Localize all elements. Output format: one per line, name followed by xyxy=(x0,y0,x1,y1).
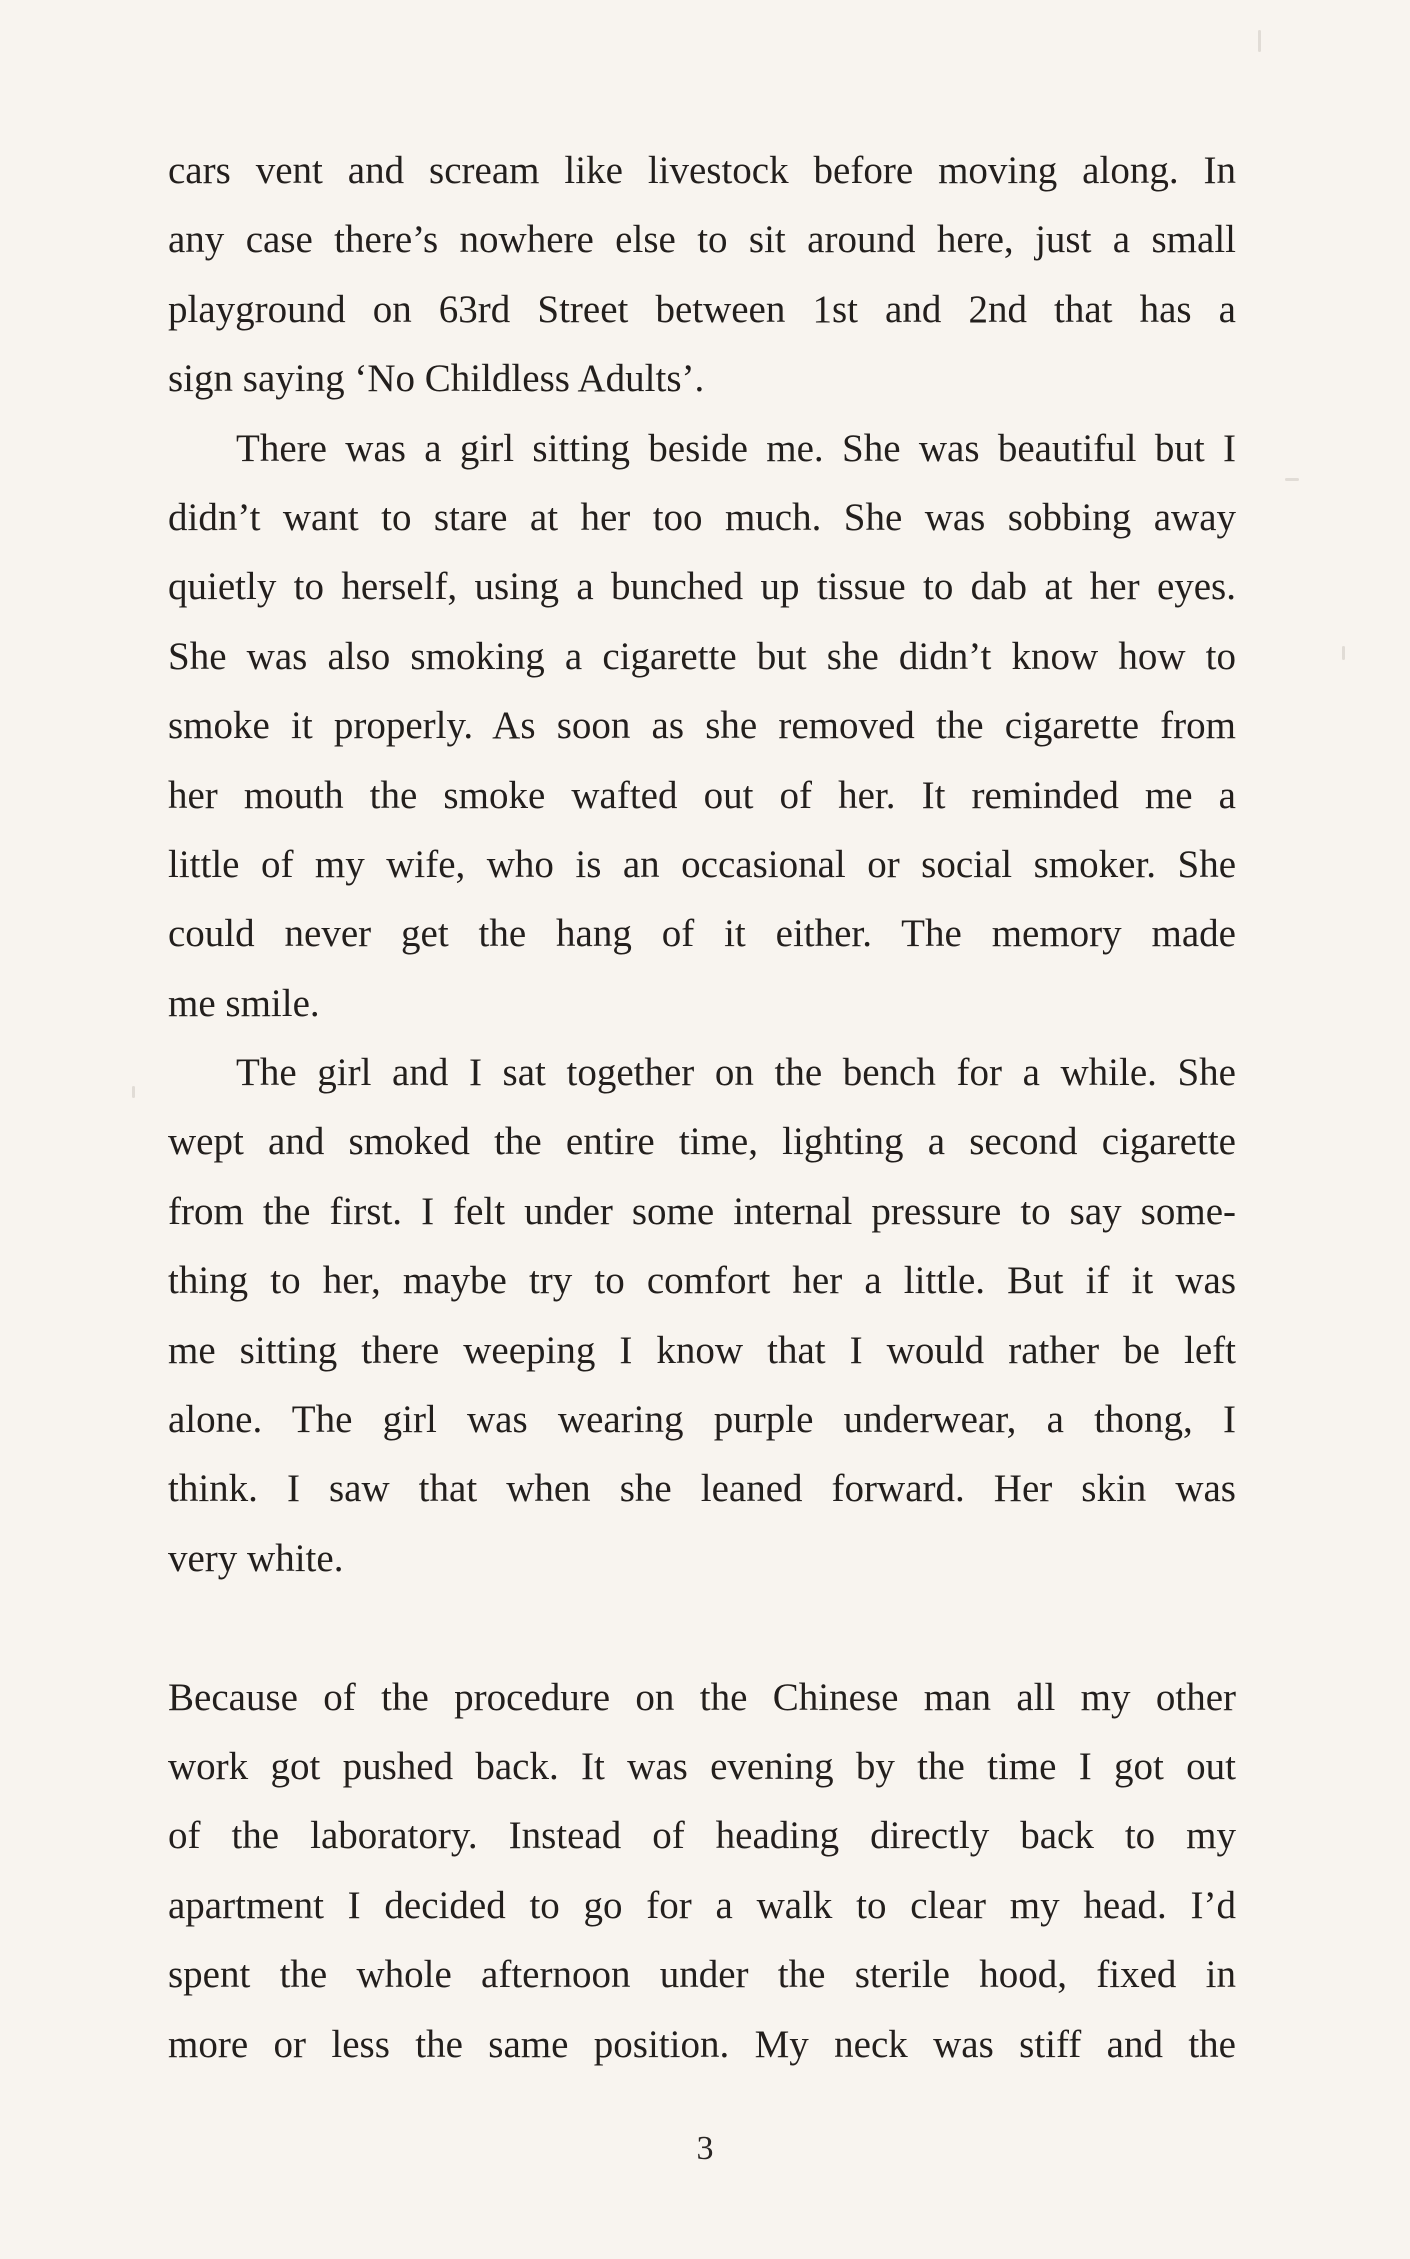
text-line: sign saying ‘No Childless Adults’. xyxy=(168,357,705,401)
text-line: any case there’s nowhere else to sit around here, just a small xyxy=(168,218,1236,262)
text-line: thing to her, maybe try to comfort her a little. But if it was xyxy=(168,1259,1236,1303)
text-line: spent the whole afternoon under the sterile hood, fixed in xyxy=(168,1953,1236,1997)
text-line: wept and smoked the entire time, lighting a second cigarette xyxy=(168,1120,1236,1164)
show-through-mark xyxy=(1342,646,1345,660)
text-line: work got pushed back. It was evening by the time I got out xyxy=(168,1744,1236,1788)
paragraph xyxy=(168,1663,1236,2079)
paragraph xyxy=(168,136,1236,414)
text-line: think. I saw that when she leaned forward. Her skin was xyxy=(168,1467,1236,1511)
body-text xyxy=(168,136,1236,2079)
text-line: She was also smoking a cigarette but she didn’t know how to xyxy=(168,634,1236,678)
text-line: playground on 63rd Street between 1st and 2nd that has a xyxy=(168,287,1236,331)
text-line: could never get the hang of it either. The memory made xyxy=(168,912,1236,956)
text-line: Because of the procedure on the Chinese man all my other xyxy=(168,1675,1236,1719)
text-line: quietly to herself, using a bunched up tissue to dab at her eyes. xyxy=(168,565,1236,609)
section-break xyxy=(168,1593,1236,1662)
text-line: more or less the same position. My neck was stiff and the xyxy=(168,2022,1236,2066)
show-through-mark xyxy=(1258,30,1261,52)
show-through-mark xyxy=(1285,478,1299,481)
text-line: her mouth the smoke wafted out of her. It reminded me a xyxy=(168,773,1236,817)
text-line: apartment I decided to go for a walk to clear my head. I’d xyxy=(168,1883,1236,1927)
text-line: of the laboratory. Instead of heading directly back to my xyxy=(168,1814,1236,1858)
show-through-mark xyxy=(132,1086,135,1098)
paragraph xyxy=(168,414,1236,1039)
text-line: smoke it properly. As soon as she removed the cigarette from xyxy=(168,704,1236,748)
text-line: little of my wife, who is an occasional or social smoker. She xyxy=(168,842,1236,886)
text-line: The girl and I sat together on the bench for a while. She xyxy=(236,1051,1236,1095)
text-line: very white. xyxy=(168,1536,344,1580)
page-number: 3 xyxy=(696,2130,714,2167)
text-line: didn’t want to stare at her too much. She was sobbing away xyxy=(168,495,1236,539)
text-line: me sitting there weeping I know that I would rather be left xyxy=(168,1328,1236,1372)
text-line: cars vent and scream like livestock before moving along. In xyxy=(168,149,1236,192)
text-line: me smile. xyxy=(168,981,320,1025)
text-line: alone. The girl was wearing purple underwear, a thong, I xyxy=(168,1398,1236,1442)
text-line: from the first. I felt under some internal pressure to say some- xyxy=(168,1189,1236,1233)
paragraph xyxy=(168,1038,1236,1593)
text-line: There was a girl sitting beside me. She was beautiful but I xyxy=(236,426,1236,470)
